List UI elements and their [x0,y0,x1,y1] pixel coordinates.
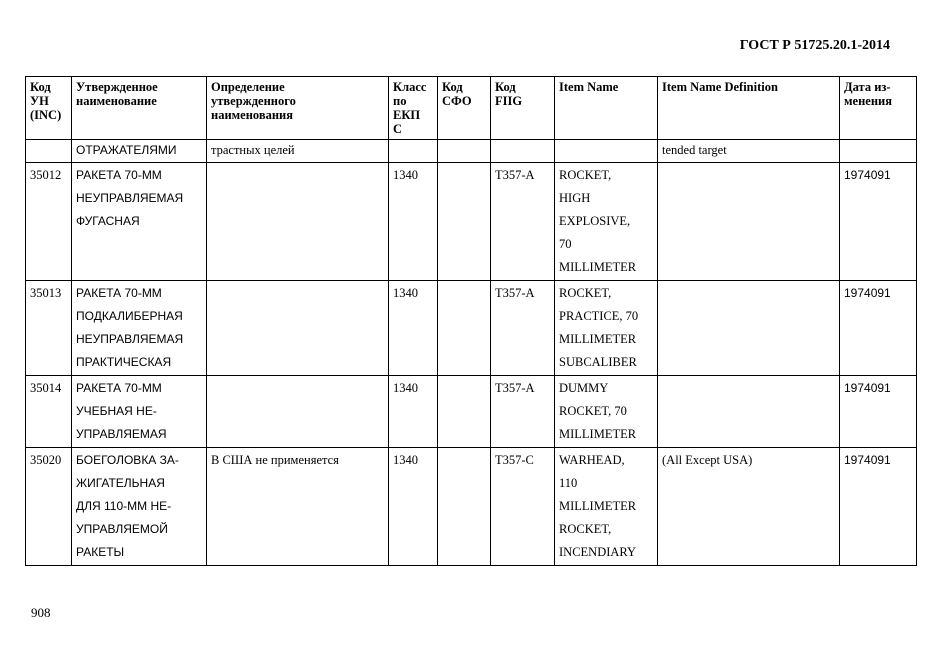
column-header-line: Код [442,80,463,94]
column-header-line: Код [30,80,51,94]
cell-line: ФУГАСНАЯ [76,214,140,228]
column-header [438,77,491,140]
column-header-line: наименования [211,108,294,122]
cell-date [840,376,917,448]
cell-definition [207,163,389,281]
column-header-line: Утвержденное [76,80,158,94]
column-header-line: УН [30,94,49,108]
cell-line: 1340 [393,286,418,300]
cell-line: ROCKET, [559,286,612,300]
cell-code [26,281,72,376]
cell-line: HIGH [559,191,591,205]
cell-line: 70 [559,237,572,251]
cell-line: 1340 [393,381,418,395]
column-header-line: (INC) [30,108,62,122]
cell-definition [207,376,389,448]
column-header-line: С [393,122,403,136]
cell-class [389,281,438,376]
cell-sfo [438,140,491,163]
cell-name [72,281,207,376]
cell-line: MILLIMETER [559,260,637,274]
table-row [26,448,917,566]
column-header [840,77,917,140]
column-header-line: FIIG [495,94,523,108]
cell-line: 35020 [30,453,62,467]
column-header-line: Код [495,80,516,94]
column-header-line: наименование [76,94,157,108]
cell-item-def [658,376,840,448]
cell-line: ДЛЯ 110-ММ НЕ- [76,499,172,513]
cell-line: 1974091 [844,286,891,300]
cell-line: 1974091 [844,453,891,467]
cell-line: трастных целей [211,143,295,157]
cell-item-name [555,163,658,281]
cell-line: ПОДКАЛИБЕРНАЯ [76,309,183,323]
cell-line: НЕУПРАВЛЯЕМАЯ [76,332,184,346]
table-row [26,163,917,281]
cell-sfo [438,281,491,376]
cell-item-name [555,376,658,448]
cell-date [840,163,917,281]
cell-line: 1340 [393,453,418,467]
cell-date [840,140,917,163]
cell-line: ROCKET, [559,522,612,536]
cell-item-def [658,163,840,281]
cell-line: РАКЕТА 70-ММ [76,286,162,300]
cell-definition [207,140,389,163]
cell-line: DUMMY [559,381,609,395]
cell-sfo [438,163,491,281]
cell-class [389,163,438,281]
cell-fiig [491,448,555,566]
cell-code [26,140,72,163]
cell-item-name [555,448,658,566]
column-header-line: СФО [442,94,472,108]
cell-line: РАКЕТЫ [76,545,125,559]
cell-line: 1974091 [844,381,891,395]
document-title: ГОСТ Р 51725.20.1-2014 [739,38,890,53]
cell-line: tended target [662,143,727,157]
column-header-line: Item Name Definition [662,80,778,94]
cell-line: T357-A [495,286,535,300]
cell-line: 35012 [30,168,62,182]
cell-date [840,448,917,566]
cell-line: В США не применяется [211,453,339,467]
cell-item-def [658,448,840,566]
cell-line: SUBCALIBER [559,355,637,369]
cell-item-def [658,281,840,376]
cell-line: MILLIMETER [559,332,637,346]
cell-fiig [491,376,555,448]
cell-line: ЖИГАТЕЛЬНАЯ [76,476,165,490]
cell-line: T357-A [495,381,535,395]
table-row [26,376,917,448]
column-header [658,77,840,140]
cell-line: MILLIMETER [559,427,637,441]
cell-line: РАКЕТА 70-ММ [76,168,162,182]
column-header-line: утвержденного [211,94,296,108]
cell-code [26,448,72,566]
cell-sfo [438,376,491,448]
cell-line: УЧЕБНАЯ НЕ- [76,404,157,418]
column-header-line: Определение [211,80,285,94]
table-body [26,140,917,566]
cell-line: (All Except USA) [662,453,753,467]
cell-fiig [491,163,555,281]
cell-name [72,448,207,566]
cell-line: УПРАВЛЯЕМАЯ [76,427,167,441]
cell-line: ОТРАЖАТЕЛЯМИ [76,143,177,157]
column-header [72,77,207,140]
cell-item-name [555,281,658,376]
column-header [491,77,555,140]
page-number: 908 [31,605,51,620]
cell-name [72,376,207,448]
table-header-row [26,77,917,140]
cell-line: EXPLOSIVE, [559,214,631,228]
cell-line: T357-C [495,453,534,467]
cell-line: 110 [559,476,578,490]
cell-fiig [491,281,555,376]
table-row [26,281,917,376]
column-header [555,77,658,140]
cell-class [389,376,438,448]
cell-class [389,448,438,566]
column-header-line: по [393,94,407,108]
cell-item-def [658,140,840,163]
cell-line: ROCKET, [559,168,612,182]
cell-line: INCENDIARY [559,545,637,559]
cell-name [72,140,207,163]
column-header [207,77,389,140]
cell-line: УПРАВЛЯЕМОЙ [76,522,168,536]
cell-code [26,376,72,448]
cell-line: БОЕГОЛОВКА ЗА- [76,453,179,467]
cell-line: T357-A [495,168,535,182]
cell-line: WARHEAD, [559,453,625,467]
cell-line: PRACTICE, 70 [559,309,639,323]
table-row [26,140,917,163]
column-header-line: ЕКП [393,108,421,122]
cell-line: ROCKET, 70 [559,404,627,418]
cell-definition [207,448,389,566]
column-header-line: Класс [393,80,427,94]
cell-line: НЕУПРАВЛЯЕМАЯ [76,191,184,205]
column-header-line: Item Name [559,80,619,94]
registry-table [25,76,917,566]
cell-line: 35014 [30,381,62,395]
column-header-line: менения [844,94,892,108]
cell-item-name [555,140,658,163]
cell-line: РАКЕТА 70-ММ [76,381,162,395]
cell-line: MILLIMETER [559,499,637,513]
cell-code [26,163,72,281]
cell-fiig [491,140,555,163]
cell-line: 35013 [30,286,62,300]
column-header-line: Дата из- [844,80,891,94]
cell-name [72,163,207,281]
cell-line: ПРАКТИЧЕСКАЯ [76,355,172,369]
cell-sfo [438,448,491,566]
cell-class [389,140,438,163]
column-header [26,77,72,140]
cell-line: 1974091 [844,168,891,182]
cell-definition [207,281,389,376]
cell-date [840,281,917,376]
column-header [389,77,438,140]
cell-line: 1340 [393,168,418,182]
